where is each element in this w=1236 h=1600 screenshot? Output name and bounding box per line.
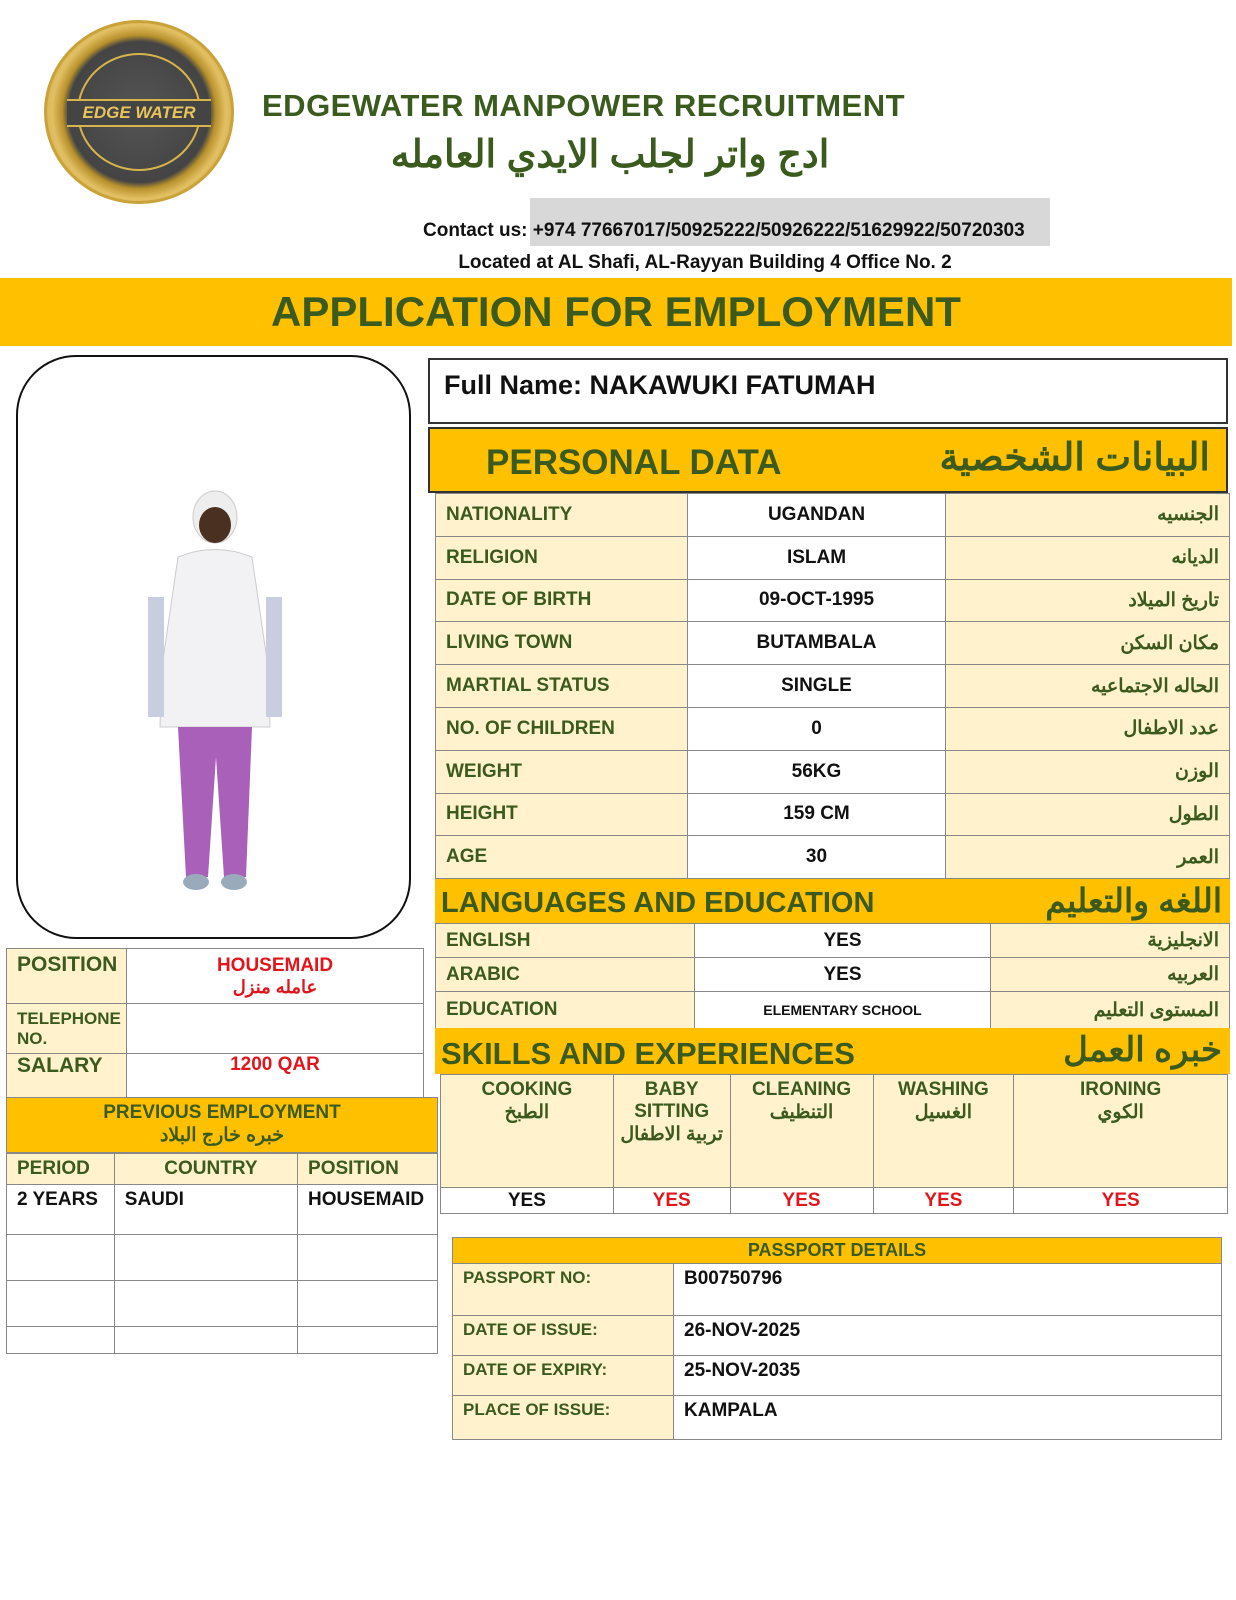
telephone-label: TELEPHONE NO. (7, 1004, 127, 1054)
passport-label: DATE OF EXPIRY: (453, 1356, 674, 1396)
field-label: WEIGHT (436, 750, 688, 793)
language-label: ARABIC (436, 958, 695, 992)
language-value: YES (695, 924, 991, 958)
language-row (436, 924, 1230, 958)
skill-value: YES (873, 1188, 1014, 1214)
skills-header (435, 1028, 1230, 1074)
position-label: POSITION (7, 949, 127, 1004)
field-label: MARTIAL STATUS (436, 665, 688, 708)
previous-column-header: POSITION (298, 1154, 438, 1185)
skill-name: WASHING (898, 1079, 989, 1100)
languages-table (435, 923, 1230, 1029)
passport-title: PASSPORT DETAILS (453, 1238, 1222, 1264)
company-name-ar: ادج واتر لجلب الايدي العامله (390, 134, 830, 176)
previous-title-ar: خبره خارج البلاد (159, 1125, 285, 1146)
skill-value: YES (613, 1188, 730, 1214)
personal-data-header (428, 427, 1228, 493)
previous-row (7, 1185, 438, 1235)
language-value: ELEMENTARY SCHOOL (695, 992, 991, 1029)
skill-header (873, 1075, 1014, 1188)
skill-name-ar: التنظيف (769, 1102, 834, 1123)
telephone-value (127, 1004, 424, 1054)
personal-row (436, 536, 1230, 579)
personal-data-table (435, 493, 1230, 879)
skill-name-ar: الغسيل (914, 1102, 973, 1123)
location: Located at AL Shafi, AL-Rayyan Building 4 Office No. 2 (458, 252, 952, 273)
personal-row (436, 836, 1230, 879)
personal-row (436, 750, 1230, 793)
passport-label: PLACE OF ISSUE: (453, 1396, 674, 1440)
previous-employment-table (6, 1153, 438, 1354)
previous-cell (114, 1235, 297, 1281)
language-row (436, 958, 1230, 992)
field-value: UGANDAN (688, 494, 946, 537)
skill-name: BABY SITTING (634, 1079, 710, 1122)
languages-title-ar: اللغه والتعليم (1045, 882, 1222, 919)
previous-cell (298, 1281, 438, 1327)
language-value: YES (695, 958, 991, 992)
skill-name: CLEANING (751, 1079, 852, 1100)
field-label: LIVING TOWN (436, 622, 688, 665)
position-en: HOUSEMAID (216, 954, 334, 976)
skill-header (730, 1075, 873, 1188)
position-ar: عامله منزل (232, 976, 318, 997)
field-label: NATIONALITY (436, 494, 688, 537)
field-label: HEIGHT (436, 793, 688, 836)
previous-cell (7, 1235, 115, 1281)
passport-label: PASSPORT NO: (453, 1264, 674, 1316)
languages-header (435, 879, 1230, 923)
skill-header (613, 1075, 730, 1188)
personal-title-ar: البيانات الشخصية (939, 437, 1210, 479)
field-label-ar: العمر (946, 836, 1230, 879)
field-value: 30 (688, 836, 946, 879)
language-label: ENGLISH (436, 924, 695, 958)
skill-name-ar: الطبخ (504, 1102, 550, 1123)
skill-name-ar: تربية الاطفال (620, 1124, 724, 1145)
languages-title-en: LANGUAGES AND EDUCATION (441, 887, 875, 919)
passport-row (453, 1264, 1222, 1316)
previous-cell (7, 1281, 115, 1327)
field-label-ar: الوزن (946, 750, 1230, 793)
previous-row (7, 1327, 438, 1354)
passport-value: 26-NOV-2025 (674, 1316, 1222, 1356)
passport-label: DATE OF ISSUE: (453, 1316, 674, 1356)
title-band (0, 278, 1232, 346)
skill-header (1014, 1075, 1228, 1188)
field-value: 09-OCT-1995 (688, 579, 946, 622)
previous-cell (7, 1327, 115, 1354)
position-value (127, 949, 424, 1004)
salary-value: 1200 QAR (127, 1054, 424, 1098)
field-label: NO. OF CHILDREN (436, 707, 688, 750)
skill-name: IRONING (1080, 1079, 1162, 1100)
previous-column-header: PERIOD (7, 1154, 115, 1185)
skill-value: YES (1014, 1188, 1228, 1214)
field-label: AGE (436, 836, 688, 879)
contact-line (423, 220, 1025, 242)
personal-row (436, 622, 1230, 665)
field-value: 0 (688, 707, 946, 750)
skill-header (441, 1075, 614, 1188)
previous-column-header: COUNTRY (114, 1154, 297, 1185)
field-value: 159 CM (688, 793, 946, 836)
previous-cell: SAUDI (114, 1185, 297, 1235)
language-label-ar: العربيه (991, 958, 1230, 992)
field-value: BUTAMBALA (688, 622, 946, 665)
field-value: 56KG (688, 750, 946, 793)
passport-row (453, 1316, 1222, 1356)
skills-table (440, 1074, 1228, 1214)
previous-cell: 2 YEARS (7, 1185, 115, 1235)
salary-label: SALARY (7, 1054, 127, 1098)
skills-value-row (441, 1188, 1228, 1214)
previous-row (7, 1235, 438, 1281)
previous-cell (298, 1235, 438, 1281)
language-label: EDUCATION (436, 992, 695, 1029)
contact-numbers: +974 77667017/50925222/50926222/51629922/50720303 (532, 220, 1025, 241)
personal-row (436, 494, 1230, 537)
full-name: Full Name: NAKAWUKI FATUMAH (428, 358, 1228, 424)
job-table (6, 948, 424, 1098)
previous-row (7, 1281, 438, 1327)
personal-row (436, 579, 1230, 622)
personal-row (436, 793, 1230, 836)
personal-title-en: PERSONAL DATA (486, 443, 782, 482)
field-label-ar: الجنسيه (946, 494, 1230, 537)
previous-cell: HOUSEMAID (298, 1185, 438, 1235)
field-value: ISLAM (688, 536, 946, 579)
field-label-ar: الديانه (946, 536, 1230, 579)
passport-row (453, 1396, 1222, 1440)
personal-row (436, 707, 1230, 750)
previous-cell (298, 1327, 438, 1354)
field-label-ar: تاريخ الميلاد (946, 579, 1230, 622)
previous-employment-header (6, 1097, 438, 1153)
skill-name: COOKING (481, 1079, 573, 1100)
language-label-ar: المستوى التعليم (991, 992, 1230, 1029)
field-label-ar: الطول (946, 793, 1230, 836)
skill-name-ar: الكوي (1097, 1102, 1144, 1123)
skills-title-en: SKILLS AND EXPERIENCES (441, 1036, 855, 1071)
applicant-photo (18, 357, 411, 939)
company-logo: EDGE WATER (44, 20, 234, 204)
passport-value: 25-NOV-2035 (674, 1356, 1222, 1396)
field-label-ar: الحاله الاجتماعيه (946, 665, 1230, 708)
passport-row (453, 1356, 1222, 1396)
field-label: RELIGION (436, 536, 688, 579)
skill-value: YES (730, 1188, 873, 1214)
field-value: SINGLE (688, 665, 946, 708)
passport-value: KAMPALA (674, 1396, 1222, 1440)
field-label-ar: عدد الاطفال (946, 707, 1230, 750)
field-label-ar: مكان السكن (946, 622, 1230, 665)
skills-header-row (441, 1075, 1228, 1188)
previous-cell (114, 1327, 297, 1354)
previous-title-en: PREVIOUS EMPLOYMENT (103, 1102, 341, 1123)
passport-table (452, 1237, 1222, 1440)
previous-cell (114, 1281, 297, 1327)
skills-title-ar: خبره العمل (1063, 1031, 1222, 1069)
personal-row (436, 665, 1230, 708)
field-label: DATE OF BIRTH (436, 579, 688, 622)
page-title: APPLICATION FOR EMPLOYMENT (271, 288, 961, 335)
contact-label: Contact us: (423, 220, 528, 241)
photo (16, 355, 411, 939)
passport-value: B00750796 (674, 1264, 1222, 1316)
language-row (436, 992, 1230, 1029)
company-name-en: EDGEWATER MANPOWER RECRUITMENT (262, 88, 906, 123)
language-label-ar: الانجليزية (991, 924, 1230, 958)
skill-value: YES (441, 1188, 614, 1214)
